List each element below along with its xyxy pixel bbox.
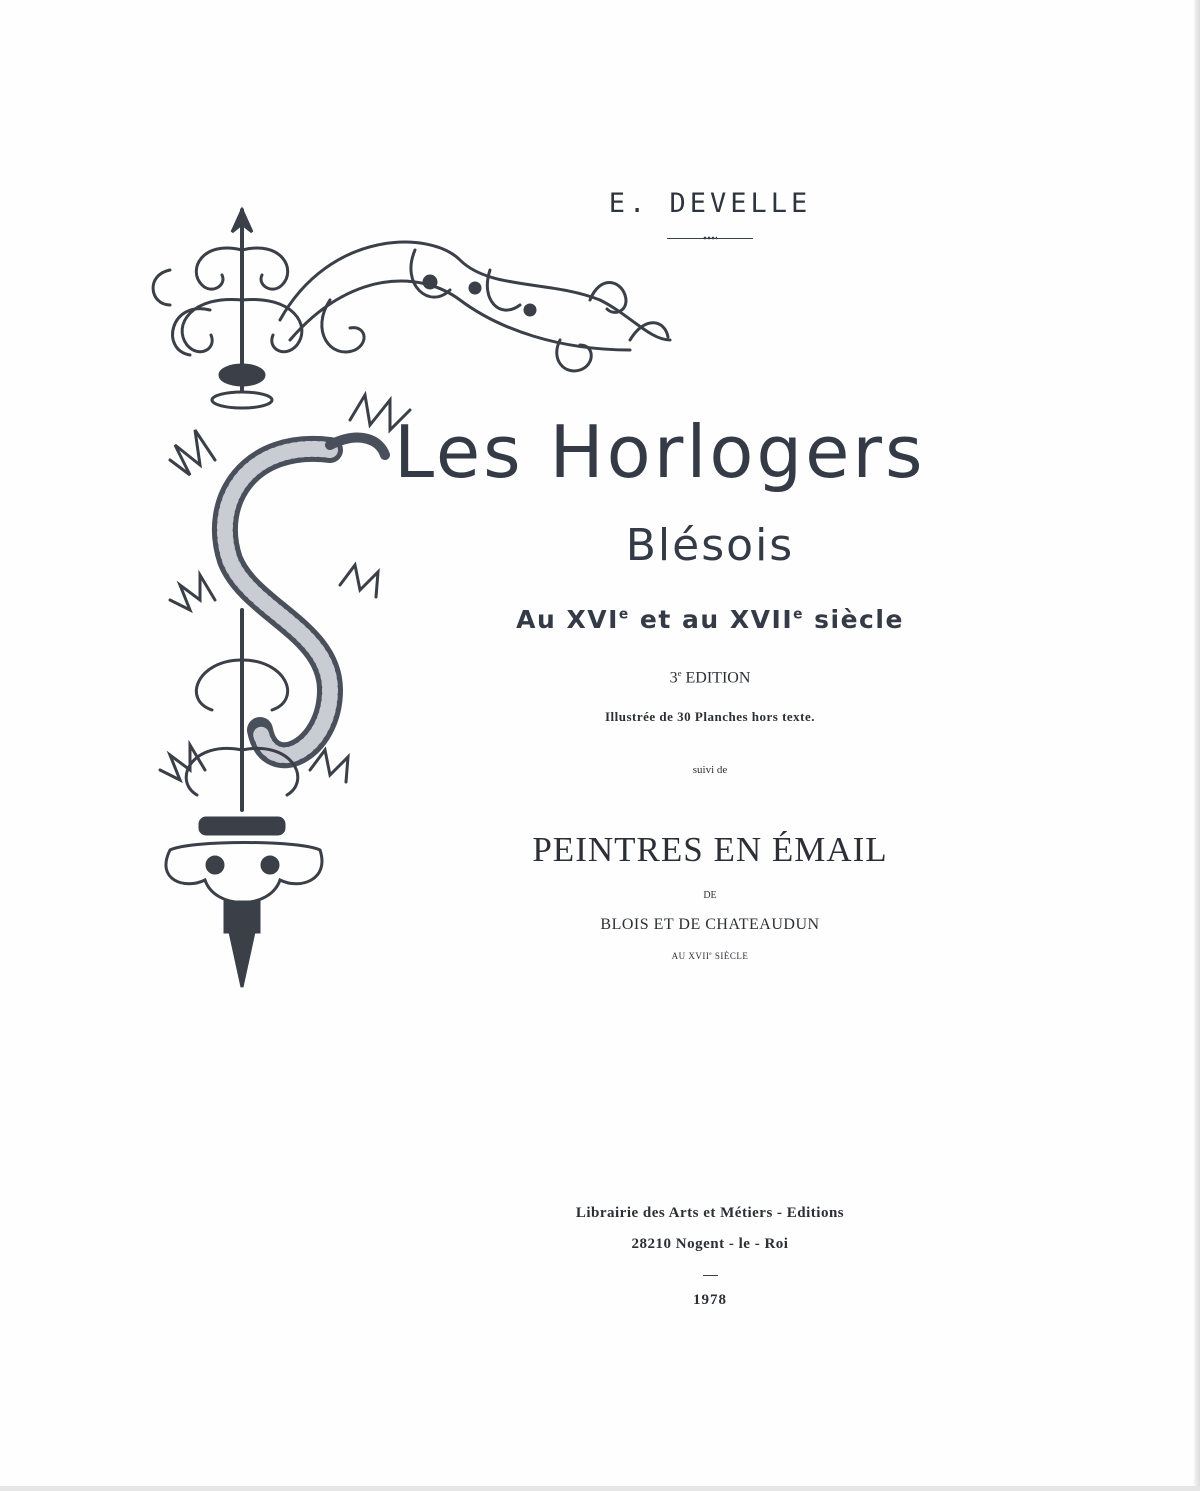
book-title: Les Horlogers bbox=[394, 410, 926, 494]
second-century-suffix: SIÈCLE bbox=[712, 951, 749, 961]
second-title: PEINTRES EN ÉMAIL bbox=[532, 830, 888, 869]
second-century-sup: e bbox=[709, 952, 713, 957]
publication-year: 1978 bbox=[693, 1292, 727, 1308]
edition-line bbox=[470, 668, 950, 687]
century-prefix: Au XVI bbox=[516, 605, 619, 634]
edition-number: 3 bbox=[669, 669, 678, 687]
second-place: BLOIS ET DE CHATEAUDUN bbox=[600, 916, 820, 933]
page-edge-bottom bbox=[0, 1486, 1200, 1491]
second-century bbox=[470, 951, 950, 961]
publisher-divider bbox=[703, 1275, 718, 1276]
author-divider bbox=[667, 238, 753, 239]
century-line bbox=[470, 605, 950, 634]
edition-label: EDITION bbox=[681, 669, 751, 687]
second-de: DE bbox=[703, 890, 717, 901]
century-sup-1: e bbox=[618, 606, 630, 623]
author-name: E. DEVELLE bbox=[608, 188, 812, 219]
century-suffix: siècle bbox=[803, 605, 904, 634]
publisher-address: 28210 Nogent - le - Roi bbox=[631, 1236, 789, 1252]
century-sup-2: e bbox=[793, 606, 804, 623]
edition-sup: e bbox=[677, 668, 682, 678]
century-middle: et au XVII bbox=[629, 605, 794, 634]
publisher-name: Librairie des Arts et Métiers - Editions bbox=[575, 1205, 845, 1221]
salamander-ornament-icon bbox=[130, 190, 690, 1000]
illustrations-note: Illustrée de 30 Planches hors texte. bbox=[604, 709, 816, 724]
followed-by: suivi de bbox=[692, 764, 728, 776]
page-edge-right bbox=[1194, 0, 1200, 1491]
book-subtitle: Blésois bbox=[625, 520, 795, 571]
second-century-prefix: AU XVII bbox=[671, 951, 710, 961]
